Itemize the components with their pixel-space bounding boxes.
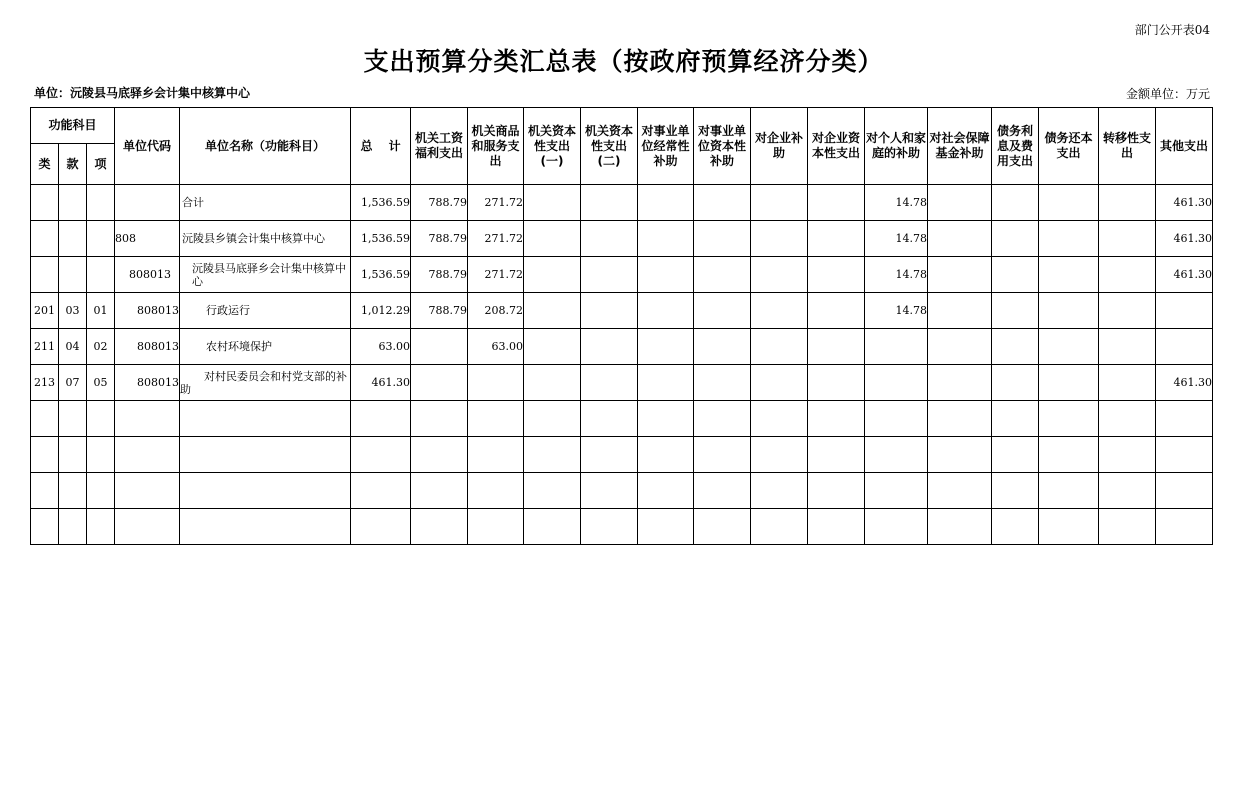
cell-empty [928,473,992,509]
header-c6: 对事业单位资本性补助 [694,108,751,185]
cell-empty [180,437,351,473]
cell-c8 [808,365,865,401]
cell-lei [31,257,59,293]
cell-empty [694,437,751,473]
cell-lei [31,185,59,221]
cell-code: 808013 [115,329,180,365]
cell-xiang [87,257,115,293]
cell-empty [751,509,808,545]
header-c8: 对企业资本性支出 [808,108,865,185]
cell-empty [865,473,928,509]
cell-c7 [751,329,808,365]
cell-empty [1156,509,1213,545]
cell-empty [468,401,524,437]
cell-empty [808,509,865,545]
cell-c14: 461.30 [1156,221,1213,257]
cell-c12 [1039,365,1099,401]
cell-c13 [1099,185,1156,221]
cell-code: 808 [115,221,180,257]
cell-empty [31,509,59,545]
cell-empty [87,509,115,545]
cell-total: 1,536.59 [351,185,411,221]
cell-empty [468,437,524,473]
table-row [31,329,1213,365]
cell-total: 1,536.59 [351,221,411,257]
cell-c5 [638,257,694,293]
cell-empty [808,473,865,509]
cell-empty [808,437,865,473]
header-c4: 机关资本性支出(二) [581,108,638,185]
cell-c12 [1039,293,1099,329]
cell-xiang [87,185,115,221]
cell-c2: 63.00 [468,329,524,365]
cell-empty [581,401,638,437]
cell-c4 [581,293,638,329]
cell-code: 808013 [115,365,180,401]
cell-empty [581,437,638,473]
cell-c13 [1099,293,1156,329]
cell-empty [524,473,581,509]
cell-c6 [694,365,751,401]
cell-kuan: 03 [59,293,87,329]
table-row-empty [31,509,1213,545]
cell-empty [694,401,751,437]
cell-c5 [638,221,694,257]
cell-c4 [581,365,638,401]
cell-empty [524,437,581,473]
cell-lei: 213 [31,365,59,401]
cell-empty [115,473,180,509]
unit-label: 单位：沅陵县马底驿乡会计集中核算中心 [34,86,251,100]
cell-c11 [992,365,1039,401]
cell-c6 [694,221,751,257]
table-row [31,257,1213,293]
cell-c14: 461.30 [1156,257,1213,293]
cell-c14 [1156,329,1213,365]
cell-c2: 271.72 [468,257,524,293]
cell-c3 [524,329,581,365]
cell-c7 [751,257,808,293]
cell-empty [1156,401,1213,437]
cell-c9: 14.78 [865,185,928,221]
cell-c1: 788.79 [411,257,468,293]
cell-c1: 788.79 [411,221,468,257]
table-row-empty [31,401,1213,437]
cell-total: 1,012.29 [351,293,411,329]
table-row [31,185,1213,221]
header-kuan: 款 [59,144,87,185]
cell-empty [694,509,751,545]
cell-empty [992,437,1039,473]
cell-c13 [1099,257,1156,293]
cell-empty [468,473,524,509]
header-c12: 债务还本支出 [1039,108,1099,185]
cell-empty [524,509,581,545]
cell-xiang: 02 [87,329,115,365]
cell-name: 沅陵县马底驿乡会计集中核算中心 [180,257,351,293]
cell-empty [992,401,1039,437]
cell-c10 [928,185,992,221]
amount-unit: 金额单位：万元 [1125,87,1210,101]
cell-c13 [1099,365,1156,401]
cell-lei: 201 [31,293,59,329]
cell-code: 808013 [115,257,180,293]
cell-c14: 461.30 [1156,365,1213,401]
cell-c12 [1039,221,1099,257]
cell-c2: 271.72 [468,221,524,257]
cell-c8 [808,257,865,293]
cell-c10 [928,365,992,401]
cell-c13 [1099,329,1156,365]
cell-empty [411,437,468,473]
cell-empty [928,437,992,473]
table-row [31,221,1213,257]
cell-c3 [524,365,581,401]
cell-c9: 14.78 [865,221,928,257]
header-unit-name: 单位名称（功能科目） [180,108,351,185]
header-c10: 对社会保障基金补助 [928,108,992,185]
cell-kuan [59,221,87,257]
cell-c1: 788.79 [411,293,468,329]
cell-c11 [992,221,1039,257]
cell-empty [524,401,581,437]
cell-empty [87,473,115,509]
cell-name: 合计 [180,185,351,221]
cell-c5 [638,365,694,401]
header-c1: 机关工资福利支出 [411,108,468,185]
cell-empty [351,509,411,545]
header-c2: 机关商品和服务支出 [468,108,524,185]
cell-empty [992,473,1039,509]
cell-empty [411,473,468,509]
table-row [31,365,1213,401]
cell-c12 [1039,185,1099,221]
cell-kuan [59,185,87,221]
cell-empty [808,401,865,437]
cell-empty [411,509,468,545]
cell-c12 [1039,329,1099,365]
cell-c5 [638,293,694,329]
cell-empty [638,401,694,437]
header-c13: 转移性支出 [1099,108,1156,185]
header-c5: 对事业单位经常性补助 [638,108,694,185]
cell-empty [581,473,638,509]
cell-c4 [581,221,638,257]
cell-total: 63.00 [351,329,411,365]
cell-empty [928,401,992,437]
cell-c5 [638,329,694,365]
cell-c11 [992,185,1039,221]
cell-c3 [524,185,581,221]
cell-c8 [808,221,865,257]
cell-empty [115,401,180,437]
cell-empty [1099,509,1156,545]
cell-code [115,185,180,221]
cell-c3 [524,257,581,293]
cell-empty [751,437,808,473]
cell-c4 [581,185,638,221]
cell-empty [351,473,411,509]
table-row-empty [31,473,1213,509]
cell-c10 [928,329,992,365]
cell-empty [180,401,351,437]
cell-empty [59,509,87,545]
cell-c2 [468,365,524,401]
cell-kuan [59,257,87,293]
cell-empty [638,509,694,545]
cell-c14: 461.30 [1156,185,1213,221]
cell-c6 [694,293,751,329]
cell-c7 [751,185,808,221]
header-c11: 债务利息及费用支出 [992,108,1039,185]
cell-c12 [1039,257,1099,293]
cell-empty [865,437,928,473]
cell-c9: 14.78 [865,257,928,293]
cell-c8 [808,185,865,221]
cell-c10 [928,221,992,257]
cell-empty [638,437,694,473]
cell-lei: 211 [31,329,59,365]
cell-empty [87,437,115,473]
cell-kuan: 07 [59,365,87,401]
cell-empty [751,473,808,509]
cell-c2: 271.72 [468,185,524,221]
cell-empty [1156,473,1213,509]
cell-empty [180,509,351,545]
header-c14: 其他支出 [1156,108,1213,185]
cell-empty [1099,401,1156,437]
cell-c6 [694,257,751,293]
cell-empty [59,401,87,437]
header-c3: 机关资本性支出(一) [524,108,581,185]
header-c7: 对企业补助 [751,108,808,185]
cell-empty [865,509,928,545]
cell-empty [59,473,87,509]
cell-total: 1,536.59 [351,257,411,293]
cell-empty [59,437,87,473]
cell-empty [694,473,751,509]
form-number: 部门公开表04 [1134,23,1210,37]
cell-c3 [524,221,581,257]
cell-empty [115,509,180,545]
cell-empty [351,401,411,437]
cell-empty [1039,401,1099,437]
cell-c8 [808,293,865,329]
cell-c1: 788.79 [411,185,468,221]
header-c9: 对个人和家庭的补助 [865,108,928,185]
cell-kuan: 04 [59,329,87,365]
cell-c14 [1156,293,1213,329]
page-title: 支出预算分类汇总表（按政府预算经济分类） [363,47,884,76]
cell-empty [351,437,411,473]
cell-empty [1039,509,1099,545]
cell-empty [31,473,59,509]
cell-empty [992,509,1039,545]
cell-empty [180,473,351,509]
cell-c7 [751,221,808,257]
cell-c1 [411,365,468,401]
cell-c11 [992,293,1039,329]
cell-c9 [865,365,928,401]
cell-c7 [751,365,808,401]
table-row [31,293,1213,329]
cell-name: 行政运行 [180,293,351,329]
cell-c9: 14.78 [865,293,928,329]
cell-code: 808013 [115,293,180,329]
cell-empty [581,509,638,545]
cell-name: 农村环境保护 [180,329,351,365]
cell-empty [1039,437,1099,473]
cell-c4 [581,329,638,365]
cell-lei [31,221,59,257]
cell-c1 [411,329,468,365]
header-func-subject: 功能科目 [31,108,115,144]
cell-empty [31,437,59,473]
header-unit-code: 单位代码 [115,108,180,185]
cell-empty [1156,437,1213,473]
cell-c8 [808,329,865,365]
cell-xiang [87,221,115,257]
cell-c5 [638,185,694,221]
cell-empty [1099,473,1156,509]
cell-empty [751,401,808,437]
header-xiang: 项 [87,144,115,185]
cell-c7 [751,293,808,329]
cell-empty [865,401,928,437]
cell-empty [1099,437,1156,473]
header-total: 总 计 [351,108,411,185]
cell-c13 [1099,221,1156,257]
cell-empty [928,509,992,545]
header-lei: 类 [31,144,59,185]
cell-c10 [928,293,992,329]
cell-c11 [992,329,1039,365]
cell-c10 [928,257,992,293]
cell-empty [411,401,468,437]
cell-empty [638,473,694,509]
cell-c2: 208.72 [468,293,524,329]
cell-empty [87,401,115,437]
cell-name: 对村民委员会和村党支部的补助 [180,365,351,401]
cell-name: 沅陵县乡镇会计集中核算中心 [180,221,351,257]
cell-c6 [694,185,751,221]
budget-table [30,107,1213,545]
cell-xiang: 05 [87,365,115,401]
cell-c6 [694,329,751,365]
cell-c3 [524,293,581,329]
cell-empty [115,437,180,473]
cell-empty [31,401,59,437]
cell-empty [468,509,524,545]
cell-c4 [581,257,638,293]
cell-c11 [992,257,1039,293]
cell-xiang: 01 [87,293,115,329]
cell-c9 [865,329,928,365]
cell-empty [1039,473,1099,509]
table-row-empty [31,437,1213,473]
cell-total: 461.30 [351,365,411,401]
